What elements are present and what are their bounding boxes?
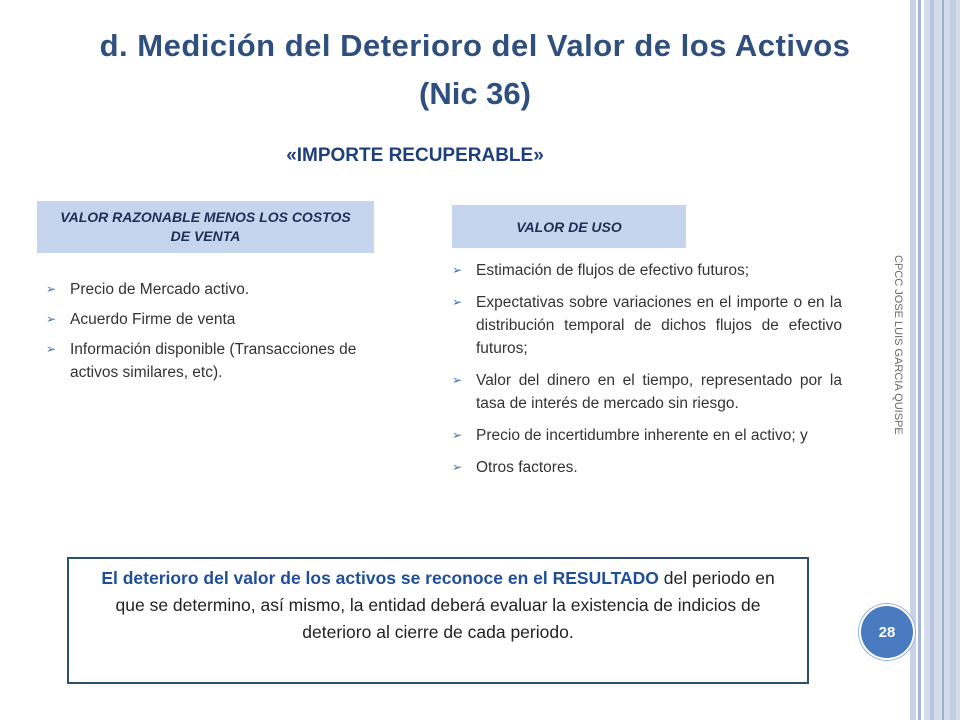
list-item: ➢ Información disponible (Transacciones de activos similares, etc). [46, 338, 374, 384]
slide-title [40, 22, 910, 118]
arrow-bullet-icon: ➢ [452, 460, 463, 474]
slide-title-line1: d. Medición del Deterioro del Valor de los Activos [99, 28, 851, 63]
arrow-bullet-icon: ➢ [46, 282, 57, 296]
side-bar [910, 0, 916, 720]
side-bar [930, 0, 934, 720]
list-item: ➢ Precio de incertidumbre inherente en el activo; y [452, 424, 842, 447]
fair-value-list [46, 278, 374, 391]
conclusion-text: del periodo en que se determino, así mismo, la entidad deberá evaluar la existencia de indicios de deterioro al cierre de cada periodo. [115, 568, 775, 642]
value-in-use-list [452, 259, 842, 488]
list-item: ➢ Expectativas sobre variaciones en el importe o en la distribución temporal de dichos flujos de efectivo futuros; [452, 291, 842, 360]
side-bar [950, 0, 956, 720]
arrow-bullet-icon: ➢ [46, 312, 57, 326]
page-number-badge: 28 [859, 604, 915, 660]
conclusion-box [67, 557, 809, 684]
value-in-use-header: VALOR DE USO [452, 205, 686, 248]
arrow-bullet-icon: ➢ [452, 295, 463, 309]
list-item: ➢ Acuerdo Firme de venta [46, 308, 374, 331]
slide-subtitle: «IMPORTE RECUPERABLE» [286, 145, 544, 166]
conclusion-highlight: El deterioro del valor de los activos se reconoce en el RESULTADO [101, 568, 659, 588]
slide-title-line2: (Nic 36) [419, 76, 531, 111]
list-item: ➢ Precio de Mercado activo. [46, 278, 374, 301]
arrow-bullet-icon: ➢ [46, 342, 57, 356]
author-vertical-text: CPCC JOSE LUIS GARCIA QUISPE [892, 255, 904, 435]
side-bar [942, 0, 944, 720]
arrow-bullet-icon: ➢ [452, 373, 463, 387]
list-item: ➢ Valor del dinero en el tiempo, representado por la tasa de interés de mercado sin riesgo. [452, 369, 842, 415]
decorative-side-bars [910, 0, 960, 720]
arrow-bullet-icon: ➢ [452, 263, 463, 277]
arrow-bullet-icon: ➢ [452, 428, 463, 442]
side-bar [918, 0, 921, 720]
fair-value-header: VALOR RAZONABLE MENOS LOS COSTOS DE VENTA [37, 201, 374, 253]
list-item: ➢ Otros factores. [452, 456, 842, 479]
list-item: ➢ Estimación de flujos de efectivo futuros; [452, 259, 842, 282]
